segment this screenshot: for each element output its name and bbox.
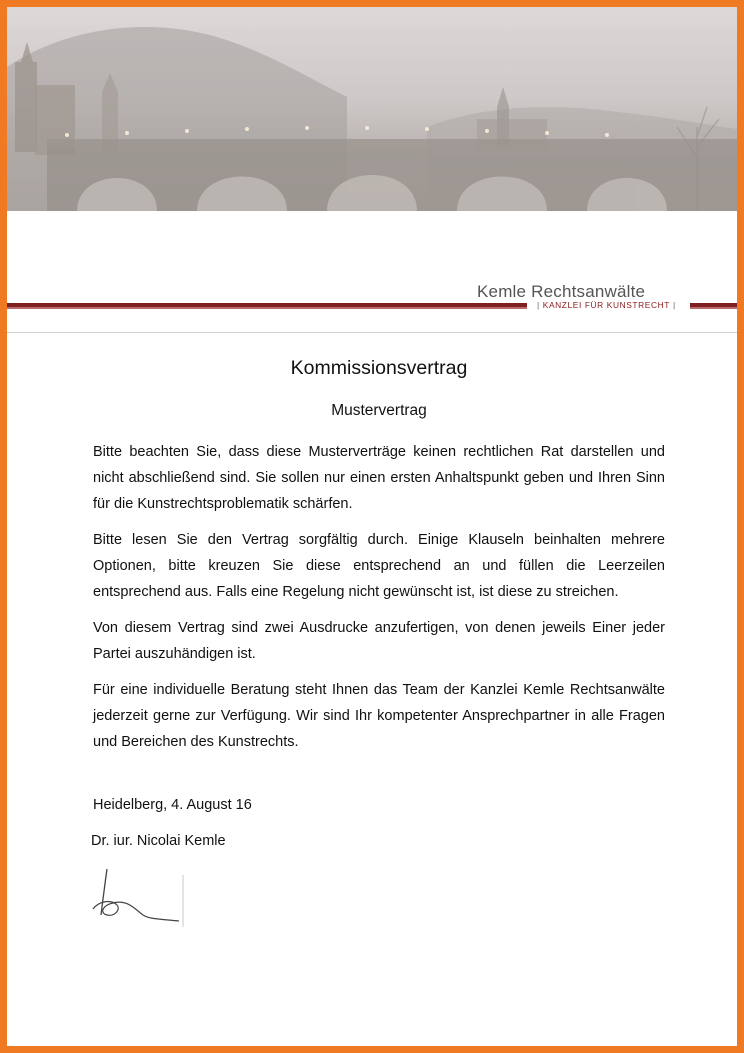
handwritten-signature xyxy=(87,865,197,934)
firm-name: Kemle Rechtsanwälte xyxy=(477,282,646,301)
signer-name: Dr. iur. Nicolai Kemle xyxy=(91,833,226,849)
document-subtitle: Mustervertrag xyxy=(331,402,427,419)
paragraph: Bitte lesen Sie den Vertrag sorgfältig durch. Einige Klauseln beinhalten mehrere Optionen, bitte kreuzen Sie diese entsprechend an und füllen die Leerzeilen entsprechend aus. Falls eine Regelung nicht gewünscht ist, ist diese zu streichen. xyxy=(93,532,665,600)
document-body xyxy=(93,439,665,765)
place-date: Heidelberg, 4. August 16 xyxy=(93,797,252,813)
divider xyxy=(7,332,737,333)
header-rule-shadow xyxy=(7,307,527,309)
document-page xyxy=(7,7,737,1046)
paragraph: Für eine individuelle Beratung steht Ihnen das Team der Kanzlei Kemle Rechtsanwälte jederzeit gerne zur Verfügung. Wir sind Ihr kompetenter Ansprechpartner in alle Fragen und Bereichen des Kunstrechts. xyxy=(93,682,665,750)
paragraph: Von diesem Vertrag sind zwei Ausdrucke anzufertigen, von denen jeweils Einer jeder Partei auszuhändigen ist. xyxy=(93,620,665,662)
paragraph: Bitte beachten Sie, dass diese Musterverträge keinen rechtlichen Rat darstellen und nicht abschließend sind. Sie sollen nur einen ersten Anhaltspunkt geben und Ihren Sinn für die Kunstrechtsproblematik schärfen. xyxy=(93,444,665,512)
document-title: Kommissionsvertrag xyxy=(290,357,468,379)
header-banner-image xyxy=(7,7,737,211)
firm-tagline: | KANZLEI FÜR KUNSTRECHT | xyxy=(537,300,676,310)
header-rule-shadow xyxy=(690,307,737,309)
